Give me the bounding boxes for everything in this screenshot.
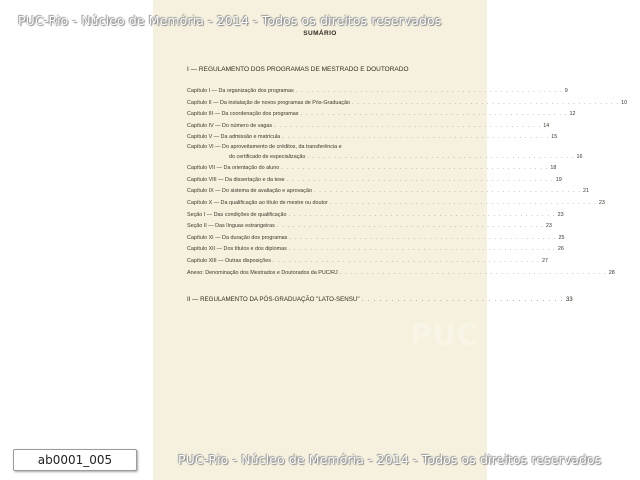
toc-entry-label: Seção I — Das condições de qualificação: [187, 211, 287, 218]
toc-entry-page: 28: [608, 269, 615, 276]
toc-entry-page: 10: [621, 99, 628, 106]
toc-entry-label: Capítulo IX — Do sistema de avaliação e aprovação: [187, 188, 312, 195]
toc-entry: [187, 256, 548, 268]
toc-entry: [187, 163, 557, 175]
toc-entry-label: Capítulo VII — Da orientação do aluno: [187, 165, 280, 172]
toc-entry-page: 27: [541, 257, 548, 264]
toc-entry: [187, 221, 552, 233]
toc-entry: [187, 210, 564, 222]
toc-entry-page: 19: [555, 176, 562, 183]
image-id-label: ab0001_005: [13, 449, 137, 471]
toc-entry: [187, 121, 550, 133]
toc-entry-page: 16: [576, 153, 583, 160]
toc-entry-page: 21: [583, 188, 590, 195]
toc-entry-label: Capítulo III — Da coordenação dos programas: [187, 111, 299, 118]
toc-entry-page: 26: [557, 246, 564, 253]
toc-entry: [187, 186, 590, 198]
toc-entry-label: Capítulo X — Da qualificação ao título de mestre ou doutor: [187, 199, 328, 206]
dot-leader: . . . . . . . . . . . . . . . . . . . . . . . . . . . . . . . . . . . . . . . . . . . . . . . . . .: [289, 234, 557, 241]
toc-entry-label: Seção II — Das línguas estrangeiras: [187, 223, 275, 230]
toc-entry-label: Capítulo XI — Da duração dos programas: [187, 234, 288, 241]
dot-leader: . . . . . . . . . . . . . . . . . . . . . . . . . . . . . . . . . . . . . . . . . . . . . . . . . .: [281, 165, 549, 172]
toc-entry: [187, 198, 605, 210]
toc-entry-label: Capítulo I — Da organização dos programas: [187, 88, 294, 94]
dot-leader: . . . . . . . . . . . . . . . . . . . . . . . . . . . . . . . . . . . . . . . . . . . . . . . . . .: [339, 269, 607, 276]
toc-entry-label: Capítulo II — Da instalação de novos programas de Pós-Graduação: [187, 99, 351, 106]
dot-leader: . . . . . . . . . . . . . . . . . . . . . . . . . . . . . . . . . . . . . . . . . . . . . . . . . .: [329, 199, 597, 206]
toc-entry: [187, 132, 558, 144]
faint-watermark-mark: PUC: [410, 318, 479, 353]
toc-entry: [187, 144, 453, 152]
toc-entry-page: 15: [551, 134, 558, 141]
toc-entry: [187, 152, 583, 164]
toc-entry: [187, 175, 562, 187]
part-two-page: 33: [565, 296, 573, 303]
toc-entry-page: 18: [550, 165, 557, 172]
toc-entry: [187, 109, 576, 121]
dot-leader: . . . . . . . . . . . . . . . . . . . . . . . . . . . . . . . . . .: [361, 296, 564, 303]
watermark-top: PUC-Rio - Núcleo de Memória - 2014 - Todos os direitos reservados: [18, 13, 442, 28]
dot-leader: . . . . . . . . . . . . . . . . . . . . . . . . . . . . . . . . . . . . . . . . . . . . . . . . . .: [307, 153, 575, 160]
toc-entry-page: 12: [569, 111, 576, 118]
toc-entry-page: 25: [558, 234, 565, 241]
toc-entry-page: 14: [543, 122, 550, 129]
toc-entry-label: do certificado de especialização: [229, 153, 306, 160]
toc-entry-label: Capítulo XIII — Outras disposições: [187, 257, 271, 264]
dot-leader: . . . . . . . . . . . . . . . . . . . . . . . . . . . . . . . . . . . . . . . . . . . . . . . . . .: [274, 122, 542, 129]
toc-entry-label: Capítulo VIII — Da dissertação e da tese: [187, 176, 285, 183]
toc-entry: [187, 244, 564, 256]
dot-leader: . . . . . . . . . . . . . . . . . . . . . . . . . . . . . . . . . . . . . . . . . . . . . . . . . .: [288, 246, 556, 253]
toc-entry-page: 23: [557, 211, 564, 218]
toc-entry-page: 23: [545, 223, 552, 230]
dot-leader: . . . . . . . . . . . . . . . . . . . . . . . . . . . . . . . . . . . . . . . . . . . . . . . . . .: [352, 99, 620, 106]
toc-entry: [187, 268, 615, 280]
table-of-contents: [187, 86, 628, 279]
dot-leader: . . . . . . . . . . . . . . . . . . . . . . . . . . . . . . . . . . . . . . . . . . . . . . . . . .: [300, 111, 568, 118]
dot-leader: . . . . . . . . . . . . . . . . . . . . . . . . . . . . . . . . . . . . . . . . . . . . . . . . . .: [276, 223, 544, 230]
dot-leader: . . . . . . . . . . . . . . . . . . . . . . . . . . . . . . . . . . . . . . . . . . . . . . . . . .: [272, 257, 540, 264]
toc-entry-label: Anexo: Denominação dos Mestrados e Doutorados da PUC/RJ: [187, 269, 338, 276]
part-one-title: I — REGULAMENTO DOS PROGRAMAS DE MESTRADO E DOUTORADO: [187, 66, 409, 73]
dot-leader: . . . . . . . . . . . . . . . . . . . . . . . . . . . . . . . . . . . . . . . . . . . . . . . . . .: [286, 176, 554, 183]
part-two-title: II — REGULAMENTO DA PÓS-GRADUAÇÃO "LATO-SENSU": [187, 296, 360, 303]
watermark-bottom: PUC-Rio - Núcleo de Memória - 2014 - Todos os direitos reservados: [178, 452, 602, 467]
part-two-entry: [187, 296, 573, 303]
toc-entry-label: Capítulo IV — Do número de vagas: [187, 122, 273, 129]
toc-entry-label: Capítulo V — Da admissão e matrícula: [187, 134, 281, 141]
toc-entry-page: 9: [564, 88, 568, 94]
toc-entry: [187, 98, 628, 110]
toc-entry-page: 23: [598, 199, 605, 206]
dot-leader: . . . . . . . . . . . . . . . . . . . . . . . . . . . . . . . . . . . . . . . . . . . . . . . . . .: [282, 134, 550, 141]
toc-entry-label: Capítulo XII — Dos títulos e dos diplomas: [187, 246, 287, 253]
dot-leader: . . . . . . . . . . . . . . . . . . . . . . . . . . . . . . . . . . . . . . . . . . . . . . . . . .: [288, 211, 556, 218]
toc-entry: [187, 233, 565, 245]
toc-heading: SUMÁRIO: [303, 30, 337, 37]
toc-entry: [187, 86, 568, 98]
toc-entry-label: Capítulo VI — Do aproveitamento de créditos, da transferência e: [187, 143, 342, 150]
dot-leader: . . . . . . . . . . . . . . . . . . . . . . . . . . . . . . . . . . . . . . . . . . . . . . . . . .: [295, 88, 563, 94]
dot-leader: . . . . . . . . . . . . . . . . . . . . . . . . . . . . . . . . . . . . . . . . . . . . . . . . . .: [313, 188, 582, 195]
